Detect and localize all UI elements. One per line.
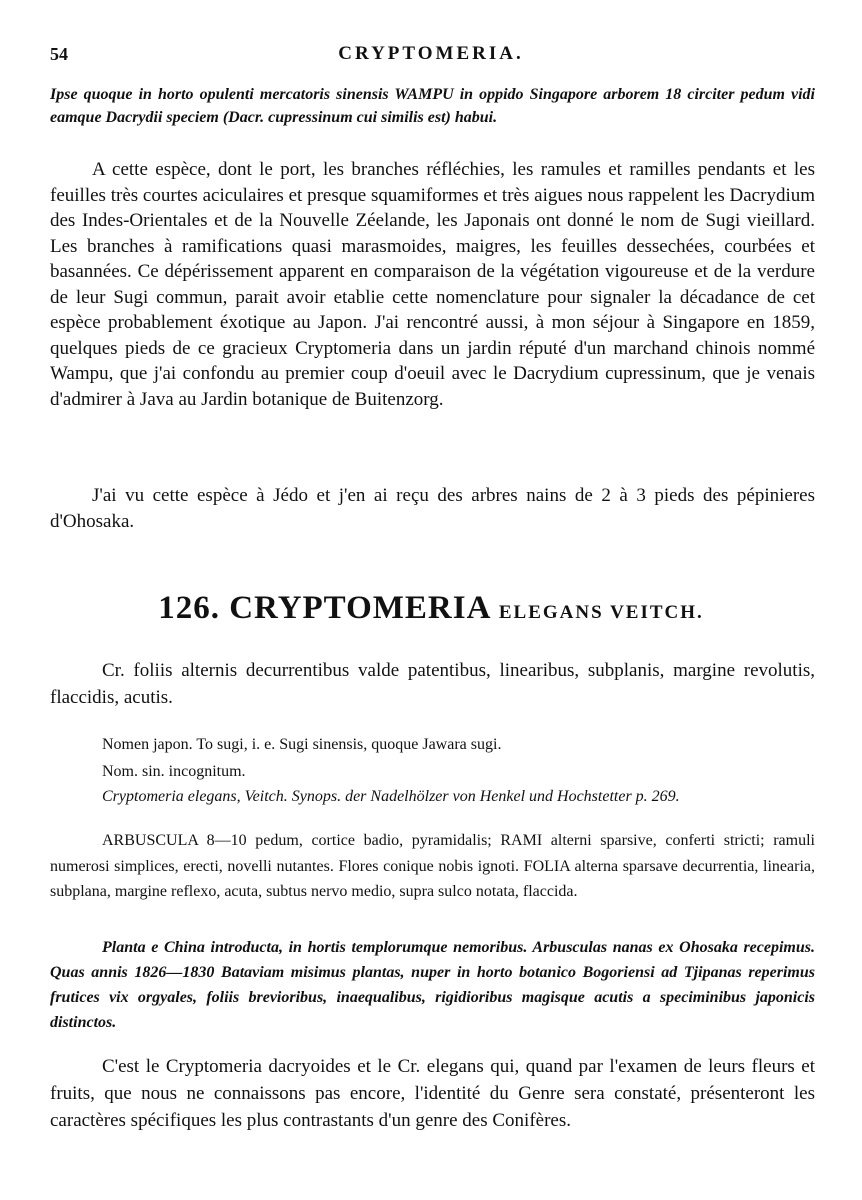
page-number: 54 xyxy=(50,44,68,64)
french-paragraph-2: J'ai vu cette espèce à Jédo et j'en ai reçu des arbres nains de 2 à 3 pieds des pépinieres d'Ohosaka. xyxy=(50,485,815,532)
french-paragraph-1: A cette espèce, dont le port, les branches réfléchies, les ramules et ramilles pendants et les feuilles très courtes aciculaires et presque squamiformes et très aigues nous rappelent les Dacrydium des Indes-Orientales et de la Nouvelle Zéelande, les Japonais ont donné le nom de Sugi vieillard. Les branches à ramifications quasi marasmoides, maigres, les feuilles dessechées, courbées et basannées. Ce dépérissement apparent en comparaison de la végétation vigoureuse et de la verdure de leur Sugi commun, parait avoir etablie cette nomenclature pour signaler la décadance de cet espèce probablement éxotique au Japon. J'ai rencontré aussi, à mon séjour à Singapore en 1859, quelques pieds de ce gracieux Cryptomeria dans un jardin réputé d'un marchand chinois nommé Wampu, que j'ai confondu au premier coup d'oeuil avec le Dacrydium cupressinum, que je venais d'admirer à Java au Jardin botanique de Buitenzorg. xyxy=(50,159,815,410)
synonym-chinese-name: Nom. sin. incognitum. xyxy=(102,763,246,780)
synonym-reference: Cryptomeria elegans, Veitch. Synops. der Nadelhölzer von Henkel und Hochstetter p. 269. xyxy=(102,788,680,805)
species-number: 126. xyxy=(158,590,220,626)
species-epithet-author: ELEGANS VEITCH. xyxy=(498,602,704,623)
species-heading xyxy=(0,590,862,627)
species-genus: CRYPTOMERIA xyxy=(229,590,490,626)
latin-intro-paragraph: Ipse quoque in horto opulenti mercatoris sinensis WAMPU in oppido Singapore arborem 18 circiter pedum vidi eamque Dacrydii speciem (Dacr. cupressinum cui similis est) habui. xyxy=(50,86,815,126)
diagnosis-paragraph: Cr. foliis alternis decurrentibus valde patentibus, linearibus, subplanis, margine revolutis, flaccidis, acutis. xyxy=(50,660,815,708)
running-title: CRYPTOMERIA. xyxy=(338,43,524,64)
description-paragraph: ARBUSCULA 8—10 pedum, cortice badio, pyramidalis; RAMI alterni sparsive, conferti stricti; ramuli numerosi simplices, erecti, novelli nutantes. Flores conique nobis ignoti. FOLIA alterna sparsave decurrentia, linearia, subplana, margine reflexo, acuta, subtus nervo medio, supra sulco notata, flaccida. xyxy=(50,832,815,900)
french-paragraph-3: C'est le Cryptomeria dacryoides et le Cr. elegans qui, quand par l'examen de leurs fleurs et fruits, que nous ne connaissons pas encore, l'identité du Genre sera constaté, présenteront les caractères spécifiques les plus contrastants d'un genre des Conifères. xyxy=(50,1056,815,1131)
latin-note-paragraph: Planta e China introducta, in hortis templorumque nemoribus. Arbusculas nanas ex Ohosaka recepimus. Quas annis 1826—1830 Bataviam misimus plantas, nuper in horto botanico Bogoriensi ad Tjipanas reperimus frutices vix orgyales, foliis brevioribus, inaequalibus, rigidioribus magisque acutis a speciminibus japonicis distinctos. xyxy=(50,939,815,1031)
synonym-japanese-name: Nomen japon. To sugi, i. e. Sugi sinensis, quoque Jawara sugi. xyxy=(102,736,502,753)
